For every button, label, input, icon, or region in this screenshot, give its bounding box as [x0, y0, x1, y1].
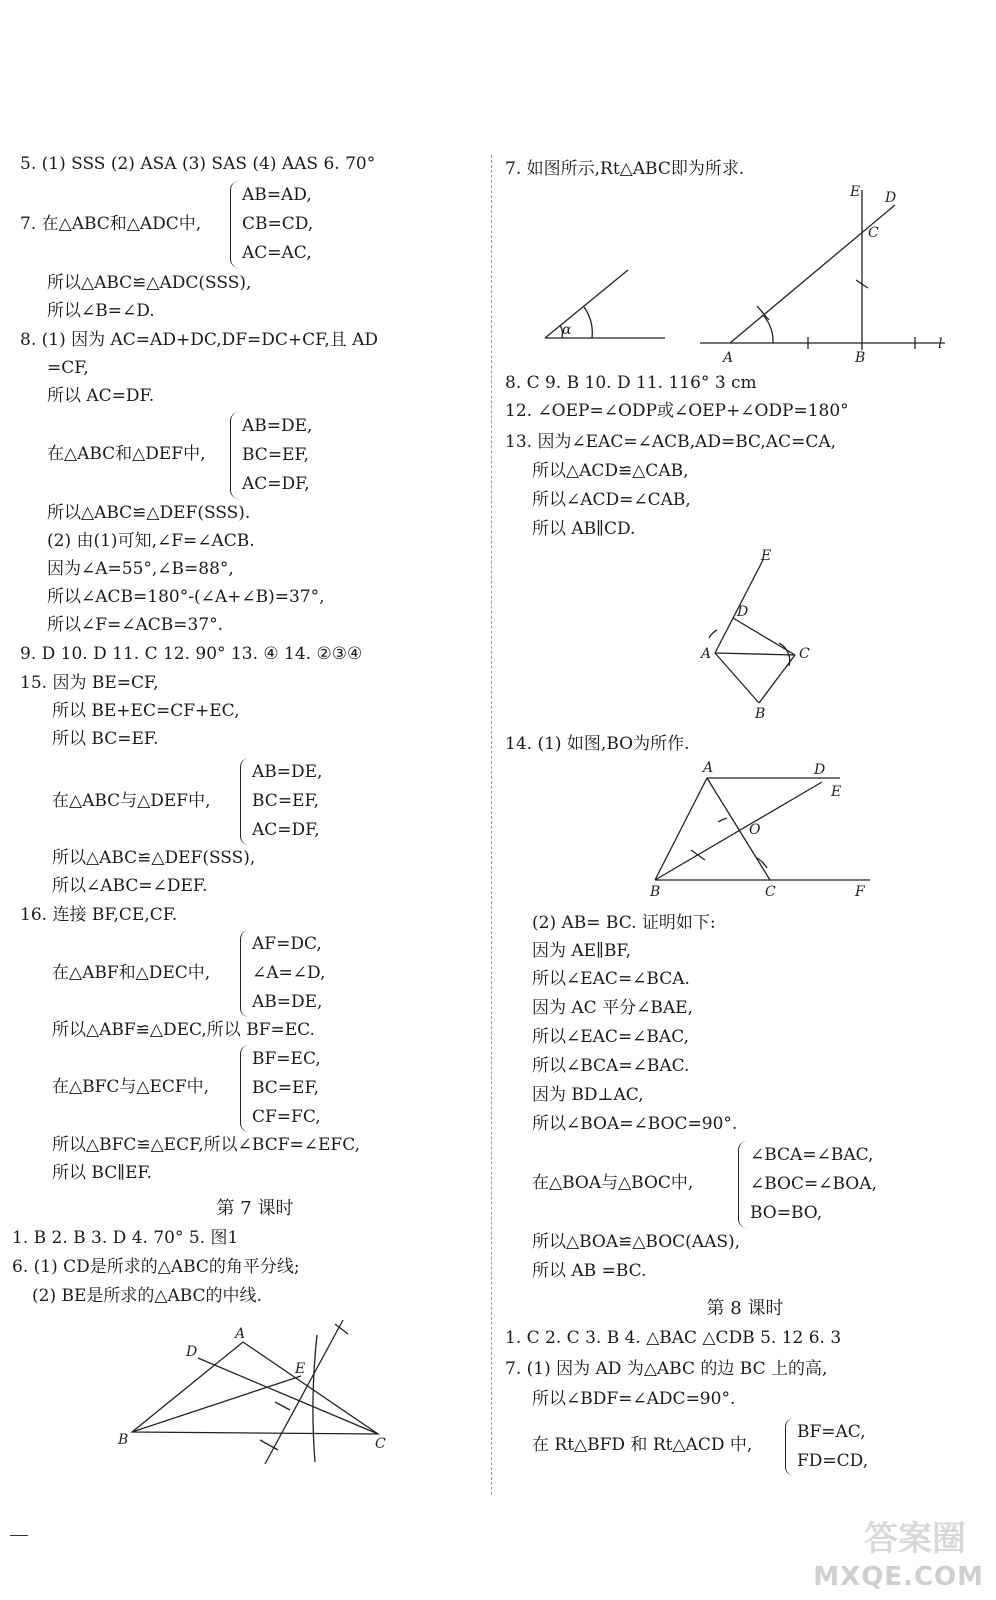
sys-row: AC=AC,: [242, 243, 312, 263]
q13-line-3: 所以∠ACD=∠CAB,: [532, 490, 691, 510]
q13-line-1: 13. 因为∠EAC=∠ACB,AD=BC,AC=CA,: [505, 432, 837, 452]
lesson8-answers-1-6: 1. C 2. C 3. B 4. △BAC △CDB 5. 12 6. 3: [505, 1328, 842, 1348]
q14-line-7: 所以∠BCA=∠BAC.: [532, 1056, 690, 1076]
q8-line-3: 所以 AC=DF.: [47, 386, 155, 406]
q14-conclusion-1: 所以△BOA≌△BOC(AAS),: [532, 1232, 741, 1252]
q15-system: [240, 758, 322, 845]
q14-line-6: 所以∠EAC=∠BAC,: [532, 1027, 690, 1047]
fig-label: l: [938, 336, 943, 352]
sys-row: CB=CD,: [242, 214, 314, 234]
q16-prefix-2: 在△BFC与△ECF中,: [52, 1077, 210, 1097]
fig-label: C: [765, 884, 776, 900]
q8-line-1: 8. (1) 因为 AC=AD+DC,DF=DC+CF,且 AD: [20, 330, 379, 350]
fig-label: B: [650, 884, 661, 900]
figure-quadrilateral: [695, 548, 835, 723]
sys-row: BC=EF,: [252, 1078, 320, 1098]
q8-part2-2: 因为∠A=55°,∠B=88°,: [47, 559, 234, 579]
q14-line-1: 14. (1) 如图,BO为所作.: [505, 734, 690, 754]
fig-label: D: [737, 604, 749, 620]
fig-label: E: [850, 184, 861, 200]
q16-conclusion-3: 所以 BC∥EF.: [52, 1163, 153, 1183]
lesson8-system: [785, 1418, 868, 1476]
column-divider: [491, 155, 492, 1495]
fig-label: D: [885, 190, 897, 206]
lesson-8-heading: 第 8 课时: [706, 1298, 784, 1319]
figure-angle-alpha: [540, 262, 675, 347]
q8-part2-4: 所以∠F=∠ACB=37°.: [47, 615, 224, 635]
answers-5-6: 5. (1) SSS (2) ASA (3) SAS (4) AAS 6. 70°: [20, 154, 376, 174]
q8-system: [230, 412, 312, 499]
q13-line-4: 所以 AB∥CD.: [532, 519, 636, 539]
fig-label: E: [831, 784, 842, 800]
q8-conclusion: 所以△ABC≌△DEF(SSS).: [47, 503, 251, 523]
fig-label: A: [701, 646, 712, 662]
q15-prefix: 在△ABC与△DEF中,: [52, 791, 211, 811]
alpha-label: α: [562, 322, 572, 338]
rq7-line: 7. 如图所示,Rt△ABC即为所求.: [505, 159, 745, 179]
q15-line-1: 15. 因为 BE=CF,: [20, 673, 159, 693]
q16-conclusion-1: 所以△ABF≌△DEC,所以 BF=EC.: [52, 1020, 315, 1040]
q8-part2-3: 所以∠ACB=180°-(∠A+∠B)=37°,: [47, 587, 325, 607]
q15-line-2: 所以 BE+EC=CF+EC,: [52, 701, 240, 721]
fig-label: C: [868, 225, 879, 241]
q16-system-1: [240, 930, 325, 1017]
fig-label: D: [814, 762, 826, 778]
q14-line-9: 所以∠BOA=∠BOC=90°.: [532, 1114, 738, 1134]
lesson8-q7-a: 7. (1) 因为 AD 为△ABC 的边 BC 上的高,: [505, 1359, 828, 1379]
watermark-logo: 答案圈: [864, 1519, 966, 1559]
fig-label: A: [235, 1326, 246, 1342]
sys-row: AB=DE,: [242, 416, 313, 436]
sys-row: AB=AD,: [242, 185, 312, 205]
q7-conclusion-2: 所以∠B=∠D.: [47, 301, 155, 321]
q8-prefix: 在△ABC和△DEF中,: [47, 444, 206, 464]
q7-prefix: 7. 在△ABC和△ADC中,: [20, 214, 202, 234]
q16-system-2: [240, 1045, 321, 1132]
q13-line-2: 所以△ACD≌△CAB,: [532, 461, 689, 481]
sys-row: AB=DE,: [252, 992, 323, 1012]
q8-part2-1: (2) 由(1)可知,∠F=∠ACB.: [47, 531, 255, 551]
q16-conclusion-2: 所以△BFC≌△ECF,所以∠BCF=∠EFC,: [52, 1135, 361, 1155]
q15-conclusion-1: 所以△ABC≌△DEF(SSS),: [52, 848, 256, 868]
sys-row: ∠A=∠D,: [252, 963, 326, 983]
watermark-text: MXQE.COM: [813, 1562, 984, 1592]
q14-system: [738, 1141, 877, 1228]
fig-label: E: [761, 548, 772, 564]
q7-system: [230, 181, 313, 268]
fig-label: A: [703, 760, 714, 776]
q16-prefix-1: 在△ABF和△DEC中,: [52, 963, 211, 983]
q16-line-1: 16. 连接 BF,CE,CF.: [20, 905, 178, 925]
q14-line-5: 因为 AC 平分∠BAE,: [532, 998, 693, 1018]
lesson8-q7-b: 所以∠BDF=∠ADC=90°.: [532, 1389, 736, 1409]
fig-label: B: [755, 706, 766, 722]
q15-conclusion-2: 所以∠ABC=∠DEF.: [52, 876, 208, 896]
sys-row: ∠BCA=∠BAC,: [750, 1145, 874, 1165]
lesson7-q6-b: (2) BE是所求的△ABC的中线.: [32, 1286, 262, 1306]
sys-row: BC=EF,: [242, 445, 310, 465]
q14-line-4: 所以∠EAC=∠BCA.: [532, 969, 690, 989]
lesson-7-heading: 第 7 课时: [216, 1198, 294, 1219]
sys-row: AC=DF,: [242, 474, 310, 494]
sys-row: ∠BOC=∠BOA,: [750, 1174, 877, 1194]
fig-label: C: [375, 1436, 386, 1452]
fig-label: D: [186, 1344, 198, 1360]
figure-right-triangle: [695, 180, 960, 365]
fig-label: B: [118, 1432, 129, 1448]
lesson7-answers-1-5: 1. B 2. B 3. D 4. 70° 5. 图1: [12, 1228, 239, 1248]
q14-line-3: 因为 AE∥BF,: [532, 941, 631, 961]
q8-line-2: =CF,: [47, 358, 89, 378]
sys-row: BF=EC,: [252, 1049, 321, 1069]
lesson8-prefix: 在 Rt△BFD 和 Rt△ACD 中,: [532, 1435, 753, 1455]
sys-row: AB=DE,: [252, 762, 323, 782]
page-mark: [10, 1535, 28, 1536]
q14-prefix: 在△BOA与△BOC中,: [532, 1173, 694, 1193]
sys-row: BC=EF,: [252, 791, 320, 811]
q14-part2: (2) AB= BC. 证明如下:: [532, 913, 716, 933]
fig-label: F: [855, 884, 865, 900]
answers-9-14: 9. D 10. D 11. C 12. 90° 13. ④ 14. ②③④: [20, 644, 363, 664]
lesson7-q6-a: 6. (1) CD是所求的△ABC的角平分线;: [12, 1257, 300, 1277]
q14-line-8: 因为 BD⊥AC,: [532, 1085, 644, 1105]
fig-label: C: [799, 646, 810, 662]
fig-label: A: [723, 350, 734, 365]
q15-line-3: 所以 BC=EF.: [52, 729, 159, 749]
sys-row: CF=FC,: [252, 1107, 321, 1127]
sys-row: FD=CD,: [797, 1451, 869, 1471]
sys-row: AC=DF,: [252, 820, 320, 840]
sys-row: BF=AC,: [797, 1422, 866, 1442]
figure-parallel-lines: [645, 760, 880, 900]
answer-12: 12. ∠OEP=∠ODP或∠OEP+∠ODP=180°: [505, 401, 849, 421]
answers-8-11: 8. C 9. B 10. D 11. 116° 3 cm: [505, 373, 757, 393]
fig-label: E: [295, 1361, 306, 1377]
figure-triangle-bisector-median: [110, 1310, 410, 1470]
q7-conclusion-1: 所以△ABC≌△ADC(SSS),: [47, 273, 252, 293]
sys-row: AF=DC,: [252, 934, 322, 954]
fig-label: B: [855, 350, 866, 365]
fig-label: O: [749, 822, 761, 838]
q14-conclusion-2: 所以 AB =BC.: [532, 1261, 647, 1281]
sys-row: BO=BO,: [750, 1203, 823, 1223]
